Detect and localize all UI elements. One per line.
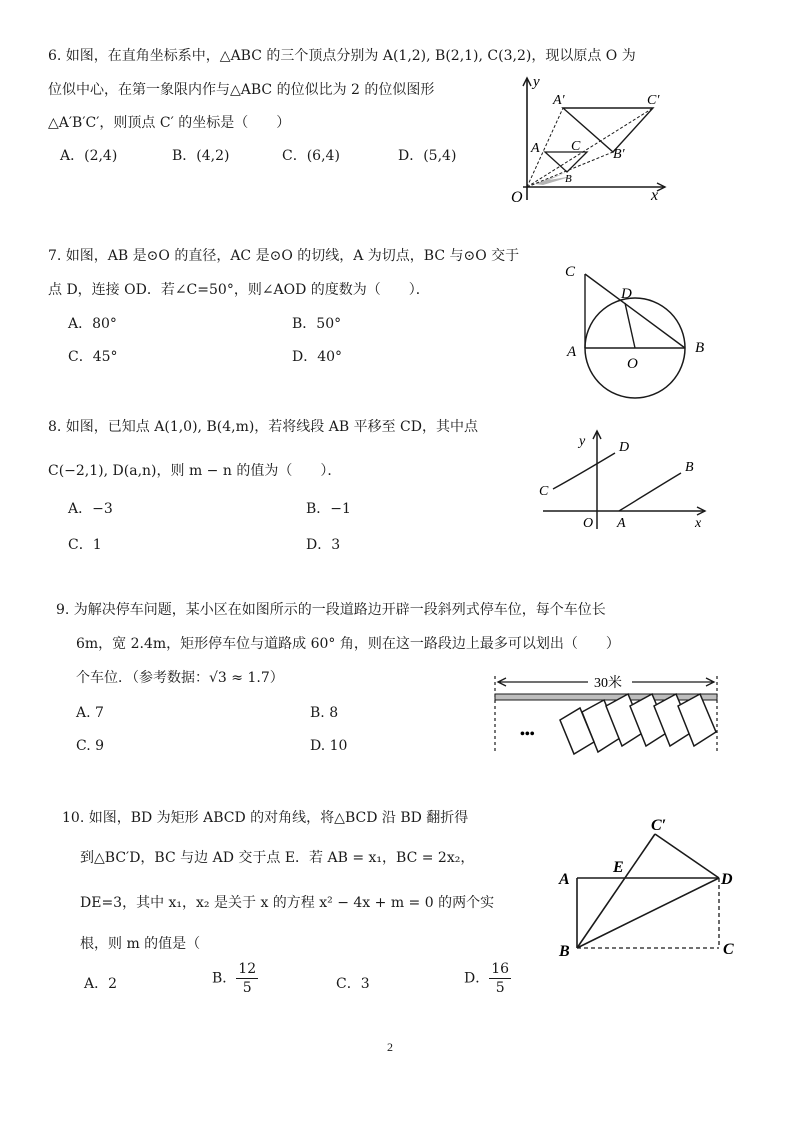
q9-line3: 个车位．（参考数据：√3 ≈ 1.7）	[76, 670, 284, 686]
fig10-label-d: D	[721, 871, 733, 888]
fig8-label-a: A	[617, 516, 626, 531]
fig10-label-c-prime: C′	[651, 817, 667, 834]
fig9-dots: •••	[520, 727, 535, 742]
q6-line2: 位似中心，在第一象限内作与△ABC 的位似比为 2 的位似图形	[48, 82, 435, 98]
fig8-label-c: C	[539, 484, 549, 499]
q8-line2: C(−2,1), D(a,n)，则 m − n 的值为（ ）．	[48, 463, 342, 479]
q9-figure	[490, 668, 722, 758]
q10-line1: 10. 如图，BD 为矩形 ABCD 的对角线，将△BCD 沿 BD 翻折得	[62, 810, 469, 826]
q10-line2: 到△BC′D，BC 与边 AD 交于点 E．若 AB = x₁，BC = 2x₂，	[80, 850, 475, 866]
fig10-label-b: B	[559, 943, 570, 960]
fig6-label-c: C	[571, 139, 581, 154]
segment-ab	[619, 473, 681, 511]
q6-figure	[505, 72, 675, 207]
q10-option-b-numerator: 12	[238, 961, 257, 977]
diagonal-bd	[577, 878, 719, 948]
fig8-label-o: O	[583, 516, 594, 531]
q10-option-d[interactable]	[464, 960, 511, 997]
q10-option-c[interactable]: C．3	[336, 976, 370, 992]
q9-option-b[interactable]: B. 8	[310, 705, 339, 721]
fig6-label-o: O	[511, 189, 523, 206]
q7-line2: 点 D，连接 OD．若∠C=50°，则∠AOD 的度数为（ ）．	[48, 282, 430, 298]
fig8-label-x: x	[695, 516, 702, 531]
q10-option-a[interactable]: A．2	[84, 976, 118, 992]
q8-option-a[interactable]: A．−3	[68, 501, 113, 517]
fig7-label-o: O	[627, 356, 638, 372]
q7-option-c[interactable]: C．45°	[68, 349, 118, 365]
q10-option-d-fraction	[489, 960, 511, 997]
q10-option-b-fraction	[236, 960, 258, 997]
q10-option-b[interactable]	[212, 960, 258, 997]
q7-option-a[interactable]: A．80°	[68, 316, 117, 332]
q10-option-b-denominator: 5	[242, 980, 252, 996]
parking-spaces	[560, 694, 716, 754]
fig8-label-y: y	[579, 434, 586, 449]
q6-option-b[interactable]: B．(4,2)	[172, 148, 230, 164]
q9-option-c[interactable]: C. 9	[76, 738, 105, 754]
q6-line3: △A′B′C′，则顶点 C′ 的坐标是（ ）	[48, 115, 291, 131]
fig6-label-a-prime: A′	[553, 93, 565, 108]
q7-line1: 7. 如图，AB 是⊙O 的直径，AC 是⊙O 的切线，A 为切点，BC 与⊙O 交于	[48, 248, 520, 264]
fig10-label-a: A	[559, 871, 570, 888]
q10-line4: 根，则 m 的值是（	[80, 936, 201, 952]
q8-figure	[535, 425, 715, 535]
fig6-label-b: B	[565, 173, 572, 185]
q6-option-c[interactable]: C．(6,4)	[282, 148, 340, 164]
segment-cd	[553, 453, 615, 489]
fig7-label-a: A	[567, 344, 577, 360]
q9-line1: 9. 为解决停车问题，某小区在如图所示的一段道路边开辟一段斜列式停车位，每个车位长	[56, 602, 606, 618]
fig6-label-a: A	[531, 141, 540, 156]
q10-line3: DE=3，其中 x₁，x₂ 是关于 x 的方程 x² − 4x + m = 0 的两个实	[80, 895, 495, 911]
fig7-label-b: B	[695, 340, 705, 356]
q9-option-a[interactable]: A. 7	[76, 705, 104, 721]
q6-option-a[interactable]: A．(2,4)	[60, 148, 118, 164]
q8-option-b[interactable]: B．−1	[306, 501, 351, 517]
q10-option-d-denominator: 5	[495, 980, 505, 996]
q8-option-c[interactable]: C．1	[68, 537, 102, 553]
segment-bc-prime	[577, 834, 655, 948]
fig6-label-b-prime: B′	[613, 147, 625, 162]
segment-cb	[585, 274, 685, 348]
page-number: 2	[387, 1040, 393, 1054]
q7-option-b[interactable]: B．50°	[292, 316, 342, 332]
fig6-label-c-prime: C′	[647, 93, 660, 108]
fig7-label-d: D	[621, 286, 632, 302]
q8-line1: 8. 如图，已知点 A(1,0), B(4,m)，若将线段 AB 平移至 CD，其中点	[48, 419, 478, 435]
fig8-label-d: D	[619, 440, 630, 455]
fig9-length-label: 30米	[594, 676, 622, 691]
q7-figure	[555, 256, 715, 401]
q6-option-d[interactable]: D．(5,4)	[398, 148, 457, 164]
road-edge	[495, 694, 717, 700]
q9-option-d[interactable]: D. 10	[310, 738, 348, 754]
q6-line1: 6. 如图，在直角坐标系中，△ABC 的三个顶点分别为 A(1,2), B(2,1), C(3,2)，现以原点 O 为	[48, 48, 636, 64]
fig6-label-x: x	[651, 187, 659, 204]
q9-line2: 6m，宽 2.4m，矩形停车位与道路成 60° 角，则在这一路段边上最多可以划出（ ）	[76, 636, 620, 652]
fig6-label-y: y	[533, 74, 540, 90]
q10-option-b-prefix: B．	[212, 970, 237, 987]
q7-option-d[interactable]: D．40°	[292, 349, 343, 365]
segment-c-prime-d	[655, 834, 719, 878]
q10-option-d-numerator: 16	[491, 961, 510, 977]
fig8-label-b: B	[685, 460, 694, 475]
q10-option-d-prefix: D．	[464, 970, 490, 987]
fig10-label-c: C	[723, 941, 734, 958]
q8-option-d[interactable]: D．3	[306, 537, 341, 553]
fig7-label-c: C	[565, 264, 576, 280]
fig10-label-e: E	[613, 859, 624, 876]
q10-figure	[555, 812, 745, 962]
